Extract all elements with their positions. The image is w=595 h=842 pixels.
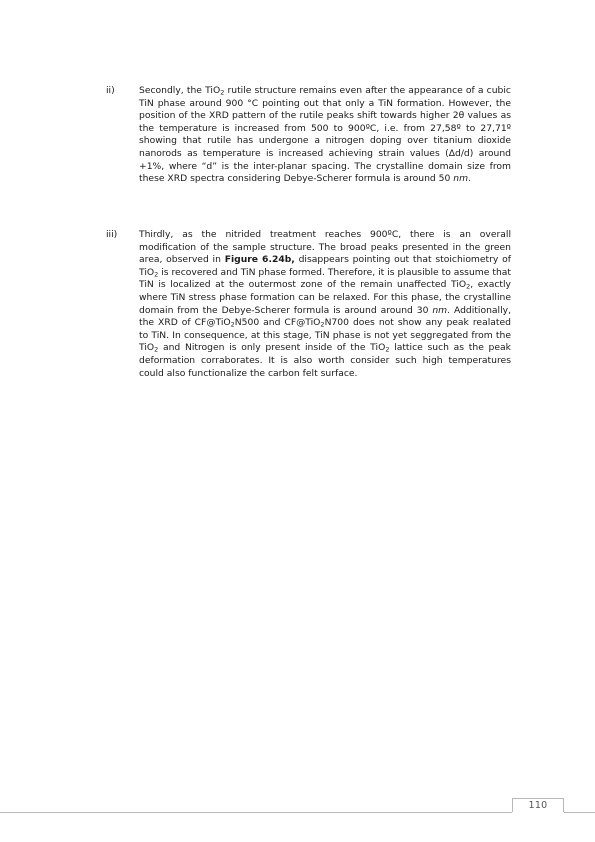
text-run: and Nitrogen is only present inside of the TiO [158, 342, 386, 354]
subscript: 2 [154, 345, 159, 354]
list-marker: ii) [106, 85, 115, 96]
footer-rule-right [564, 812, 595, 813]
figure-reference: Figure 6.24b, [224, 254, 295, 266]
footer-rule [0, 812, 512, 813]
paragraph [139, 229, 511, 380]
subscript: 2 [230, 320, 235, 329]
subscript: 2 [154, 270, 159, 279]
text-run: is recovered and TiN phase formed. Therefore, it is plausible to assume that TiN is localized at the outermost zone of the remain unaffected TiO [139, 266, 511, 291]
text-run: rutile structure remains even after the appearance of a cubic TiN phase around 900 °C pointing out that only a TiN formation. However, the position of the XRD pattern of the rutile peaks shift towards higher 2θ values as the temperature is increased from 500 to 900ºC, i.e. from 27,58º to 27,71º showing that rutile has undergone a nitrogen doping over titanium dioxide nanorods as temperature is increased achieving strain values (Δd/d) around +1%, where “d” is the inter-planar spacing. The crystalline domain size from these XRD spectra considering Debye-Scherer formula is around 50 [139, 85, 511, 185]
text-run: . Additionally, the XRD of CF@TiO [139, 304, 511, 329]
text-run: N500 and CF@TiO [234, 317, 321, 329]
text-run: N700 does not show any peak realated to TiN. In consequence, at this stage, TiN phase is not yet seggregated from the TiO [139, 317, 511, 354]
text-run: disappears pointing out that stoichiometry of TiO [139, 254, 511, 278]
subscript: 2 [320, 320, 325, 329]
text-run: . [468, 173, 471, 185]
subscript: 2 [220, 88, 225, 97]
list-item-ii [106, 85, 511, 186]
text-run: , exactly where TiN stress phase formation can be relaxed. For this phase, the crystalline domain from the Debye-Scherer formula is around around 30 [139, 279, 511, 316]
page-number: 110 [528, 800, 548, 811]
list-marker: iii) [106, 229, 118, 240]
subscript: 2 [385, 345, 390, 354]
page-number-box [512, 798, 564, 812]
text-run: Thirdly, as the nitrided treatment reaches 900ºC, there is an overall modification of the sample structure. The broad peaks presented in the green area, observed in [139, 229, 511, 266]
paragraph-text [139, 85, 511, 186]
subscript: 2 [466, 282, 471, 291]
text-run: Secondly, the TiO [139, 85, 221, 96]
paragraph [139, 85, 511, 186]
unit-text: nm [432, 304, 448, 316]
paragraph-text [139, 229, 511, 380]
text-run: lattice such as the peak deformation corraborates. It is also worth consider such high temperatures could also functionalize the carbon felt surface. [139, 342, 511, 379]
unit-text: nm [453, 173, 469, 185]
list-item-iii [106, 229, 511, 380]
